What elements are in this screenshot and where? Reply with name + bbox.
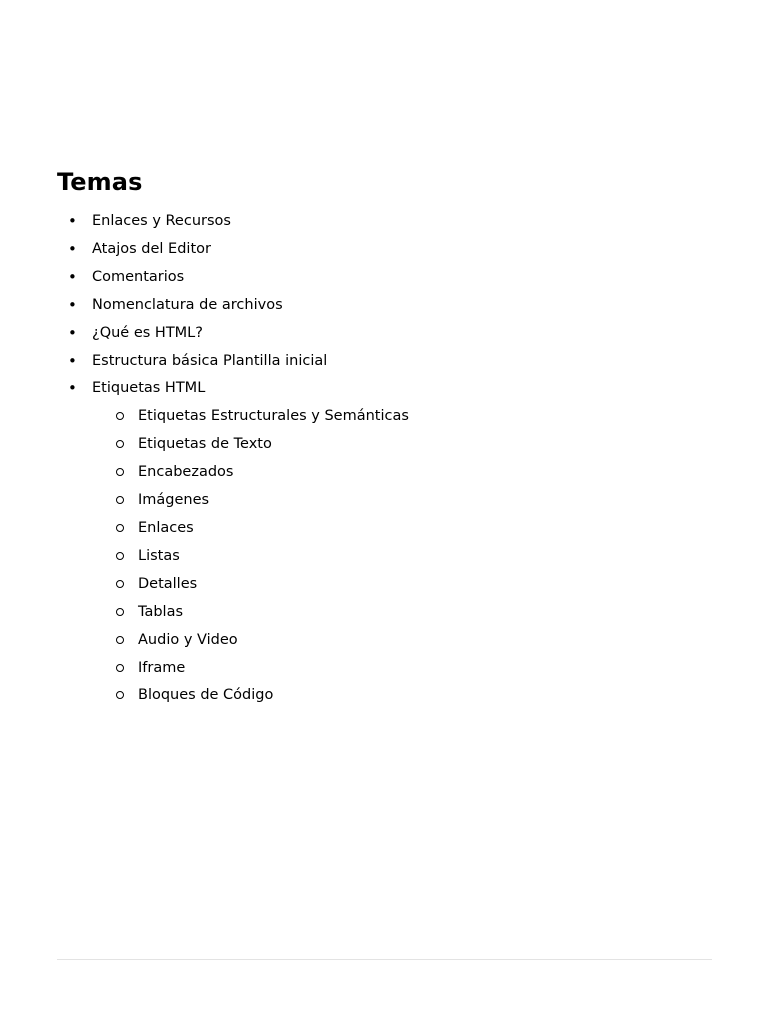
sub-list-item-label: Etiquetas de Texto: [138, 436, 272, 453]
sub-list-item: [92, 682, 707, 710]
bullet-icon: •: [68, 239, 77, 258]
bullet-icon: •: [68, 267, 77, 286]
sub-list-item-label: Tablas: [138, 603, 184, 620]
bullet-icon: •: [68, 212, 77, 230]
page-title: Temas: [57, 168, 143, 196]
footer-divider: [57, 959, 712, 960]
circle-bullet-icon: [116, 468, 124, 476]
list-item: [57, 208, 707, 236]
list-item: [57, 236, 707, 264]
list-item-label: Enlaces y Recursos: [92, 213, 231, 229]
list-item: [57, 292, 707, 320]
list-item-label: Etiquetas HTML: [92, 380, 206, 397]
circle-bullet-icon: [116, 636, 124, 644]
list-item: [57, 348, 707, 376]
list-item-label: Nomenclatura de archivos: [92, 296, 283, 313]
sub-list-item-label: Encabezados: [138, 464, 234, 481]
sub-list-item-label: Detalles: [138, 575, 198, 592]
topic-list: [57, 208, 707, 710]
list-item: [57, 264, 707, 292]
sub-topic-list: [92, 403, 707, 710]
list-item: [57, 375, 707, 710]
bullet-icon: •: [68, 295, 77, 314]
sub-list-item: [92, 599, 707, 627]
sub-list-item: [92, 571, 707, 599]
sub-list-item: [92, 403, 707, 431]
sub-list-item-label: Etiquetas Estructurales y Semánticas: [138, 408, 409, 425]
sub-list-item-label: Imágenes: [138, 492, 210, 509]
circle-bullet-icon: [116, 496, 124, 504]
sub-list-item: [92, 627, 707, 655]
list-item-label: Estructura básica Plantilla inicial: [92, 352, 328, 369]
sub-list-item-label: Listas: [138, 547, 180, 564]
list-item-label: ¿Qué es HTML?: [92, 324, 203, 341]
sub-list-item: [92, 655, 707, 683]
sub-list-item-label: Bloques de Código: [138, 687, 274, 704]
circle-bullet-icon: [116, 664, 124, 672]
sub-list-item: [92, 543, 707, 571]
sub-list-item: [92, 431, 707, 459]
sub-list-item: [92, 459, 707, 487]
circle-bullet-icon: [116, 524, 124, 532]
circle-bullet-icon: [116, 608, 124, 616]
sub-list-item: [92, 487, 707, 515]
sub-list-item-label: Audio y Video: [138, 631, 238, 648]
circle-bullet-icon: [116, 552, 124, 560]
circle-bullet-icon: [116, 440, 124, 448]
sub-list-item-label: Enlaces: [138, 519, 194, 536]
bullet-icon: •: [68, 323, 77, 342]
sub-list-item-label: Iframe: [138, 659, 186, 676]
list-item: [57, 320, 707, 348]
circle-bullet-icon: [116, 412, 124, 420]
circle-bullet-icon: [116, 580, 124, 588]
list-item-label: Atajos del Editor: [92, 240, 211, 257]
bullet-icon: •: [68, 379, 77, 398]
sub-list-item: [92, 515, 707, 543]
list-item-label: Comentarios: [92, 268, 185, 285]
bullet-icon: •: [68, 351, 77, 370]
circle-bullet-icon: [116, 691, 124, 699]
